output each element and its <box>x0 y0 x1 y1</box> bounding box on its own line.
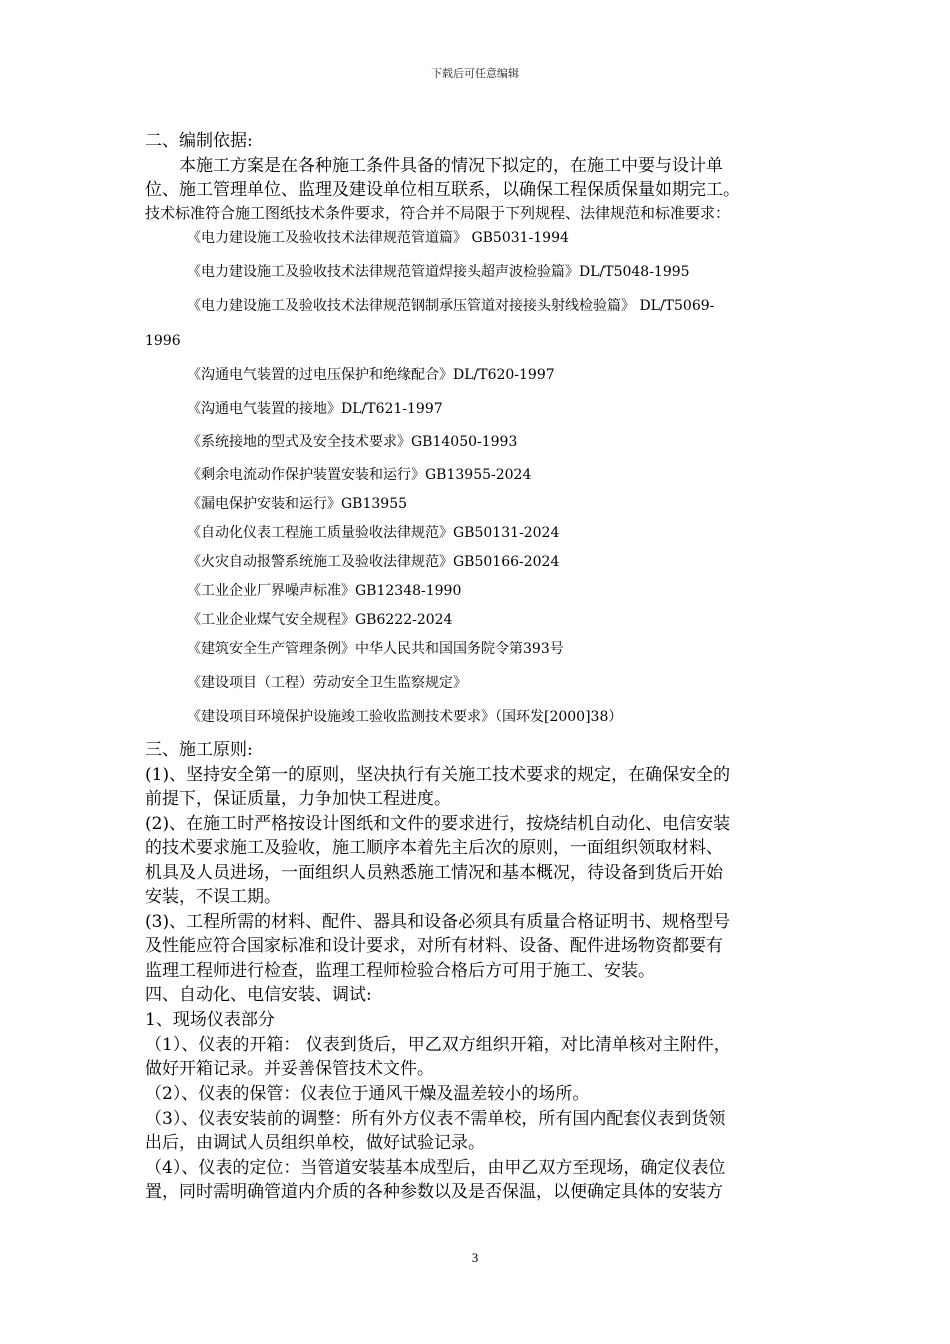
section-heading: 四、自动化、电信安装、调试: <box>145 985 372 1005</box>
section-heading: 二、编制依据: <box>145 131 253 151</box>
standard-reference: 《漏电保护安装和运行》GB13955 <box>187 496 408 512</box>
standard-reference: 《工业企业厂界噪声标准》GB12348-1990 <box>187 583 462 599</box>
standard-reference: 《沟通电气装置的接地》DL/T621-1997 <box>187 401 443 417</box>
standard-reference: 《系统接地的型式及安全技术要求》GB14050-1993 <box>187 434 518 450</box>
paragraph-line: (3)、工程所需的材料、配件、器具和设备必须具有质量合格证明书、规格型号 <box>145 912 731 932</box>
paragraph-line: 安装，不误工期。 <box>145 887 281 907</box>
section-heading: 三、施工原则: <box>145 740 253 760</box>
paragraph-line: 及性能应符合国家标准和设计要求，对所有材料、设备、配件进场物资都要有 <box>145 936 723 956</box>
paragraph-line: 的技术要求施工及验收，施工顺序本着先主后次的原则，一面组织领取材料、 <box>145 838 723 858</box>
page-header: 下载后可任意编辑 <box>431 67 519 80</box>
paragraph-line: (1)、坚持安全第一的原则，坚决执行有关施工技术要求的规定，在确保安全的 <box>145 765 731 785</box>
standard-reference: 《建设项目环境保护设施竣工验收监测技术要求》（国环发[2000]38） <box>187 709 623 725</box>
paragraph-line: 本施工方案是在各种施工条件具备的情况下拟定的，在施工中要与设计单 <box>145 156 723 176</box>
paragraph-line: 机具及人员进场，一面组织人员熟悉施工情况和基本概况，待设备到货后开始 <box>145 863 723 883</box>
standard-reference: 《工业企业煤气安全规程》GB6222-2024 <box>187 612 453 628</box>
standard-reference: 《火灾自动报警系统施工及验收法律规范》GB50166-2024 <box>187 554 560 570</box>
paragraph-line: （4）、仪表的定位：当管道安装基本成型后，由甲乙双方至现场，确定仪表位 <box>145 1158 726 1178</box>
paragraph-line: 前提下，保证质量，力争加快工程进度。 <box>145 789 451 809</box>
standard-reference: 《电力建设施工及验收技术法律规范管道篇》 GB5031-1994 <box>187 230 569 246</box>
paragraph-line: （3）、仪表安装前的调整：所有外方仪表不需单校，所有国内配套仪表到货领 <box>145 1109 726 1129</box>
standard-reference-continuation: 1996 <box>145 333 181 349</box>
paragraph-line: 监理工程师进行检查，监理工程师检验合格后方可用于施工、安装。 <box>145 961 655 981</box>
paragraph-line: (2)、在施工时严格按设计图纸和文件的要求进行，按烧结机自动化、电信安装 <box>145 814 731 834</box>
paragraph-line: （1）、仪表的开箱： 仪表到货后，甲乙双方组织开箱，对比清单核对主附件， <box>145 1035 731 1055</box>
standard-reference: 《沟通电气装置的过电压保护和绝缘配合》DL/T620-1997 <box>187 367 555 383</box>
subsection-heading: 1、现场仪表部分 <box>145 1010 275 1030</box>
paragraph-line: 技术标准符合施工图纸技术条件要求，符合并不局限于下列规程、法律规范和标准要求： <box>145 204 731 222</box>
standard-reference: 《自动化仪表工程施工质量验收法律规范》GB50131-2024 <box>187 525 560 541</box>
paragraph-line: （2）、仪表的保管：仪表位于通风干燥及温差较小的场所。 <box>145 1084 590 1104</box>
standard-reference: 《剩余电流动作保护装置安装和运行》GB13955-2024 <box>187 467 532 483</box>
standard-reference: 《电力建设施工及验收技术法律规范管道焊接头超声波检验篇》DL/T5048-1995 <box>187 264 690 280</box>
paragraph-line: 做好开箱记录。并妥善保管技术文件。 <box>145 1059 434 1079</box>
paragraph-line: 位、施工管理单位、监理及建设单位相互联系，以确保工程保质保量如期完工。 <box>145 180 740 200</box>
paragraph-line: 出后，由调试人员组织单校，做好试验记录。 <box>145 1133 485 1153</box>
paragraph-line: 置，同时需明确管道内介质的各种参数以及是否保温，以便确定具体的安装方 <box>145 1182 723 1202</box>
standard-reference: 《建筑安全生产管理条例》中华人民共和国国务院令第393号 <box>187 641 564 657</box>
standard-reference: 《建设项目（工程）劳动安全卫生监察规定》 <box>187 675 467 691</box>
page-number: 3 <box>471 1250 479 1265</box>
standard-reference: 《电力建设施工及验收技术法律规范钢制承压管道对接接头射线检验篇》 DL/T5069- <box>187 298 715 314</box>
